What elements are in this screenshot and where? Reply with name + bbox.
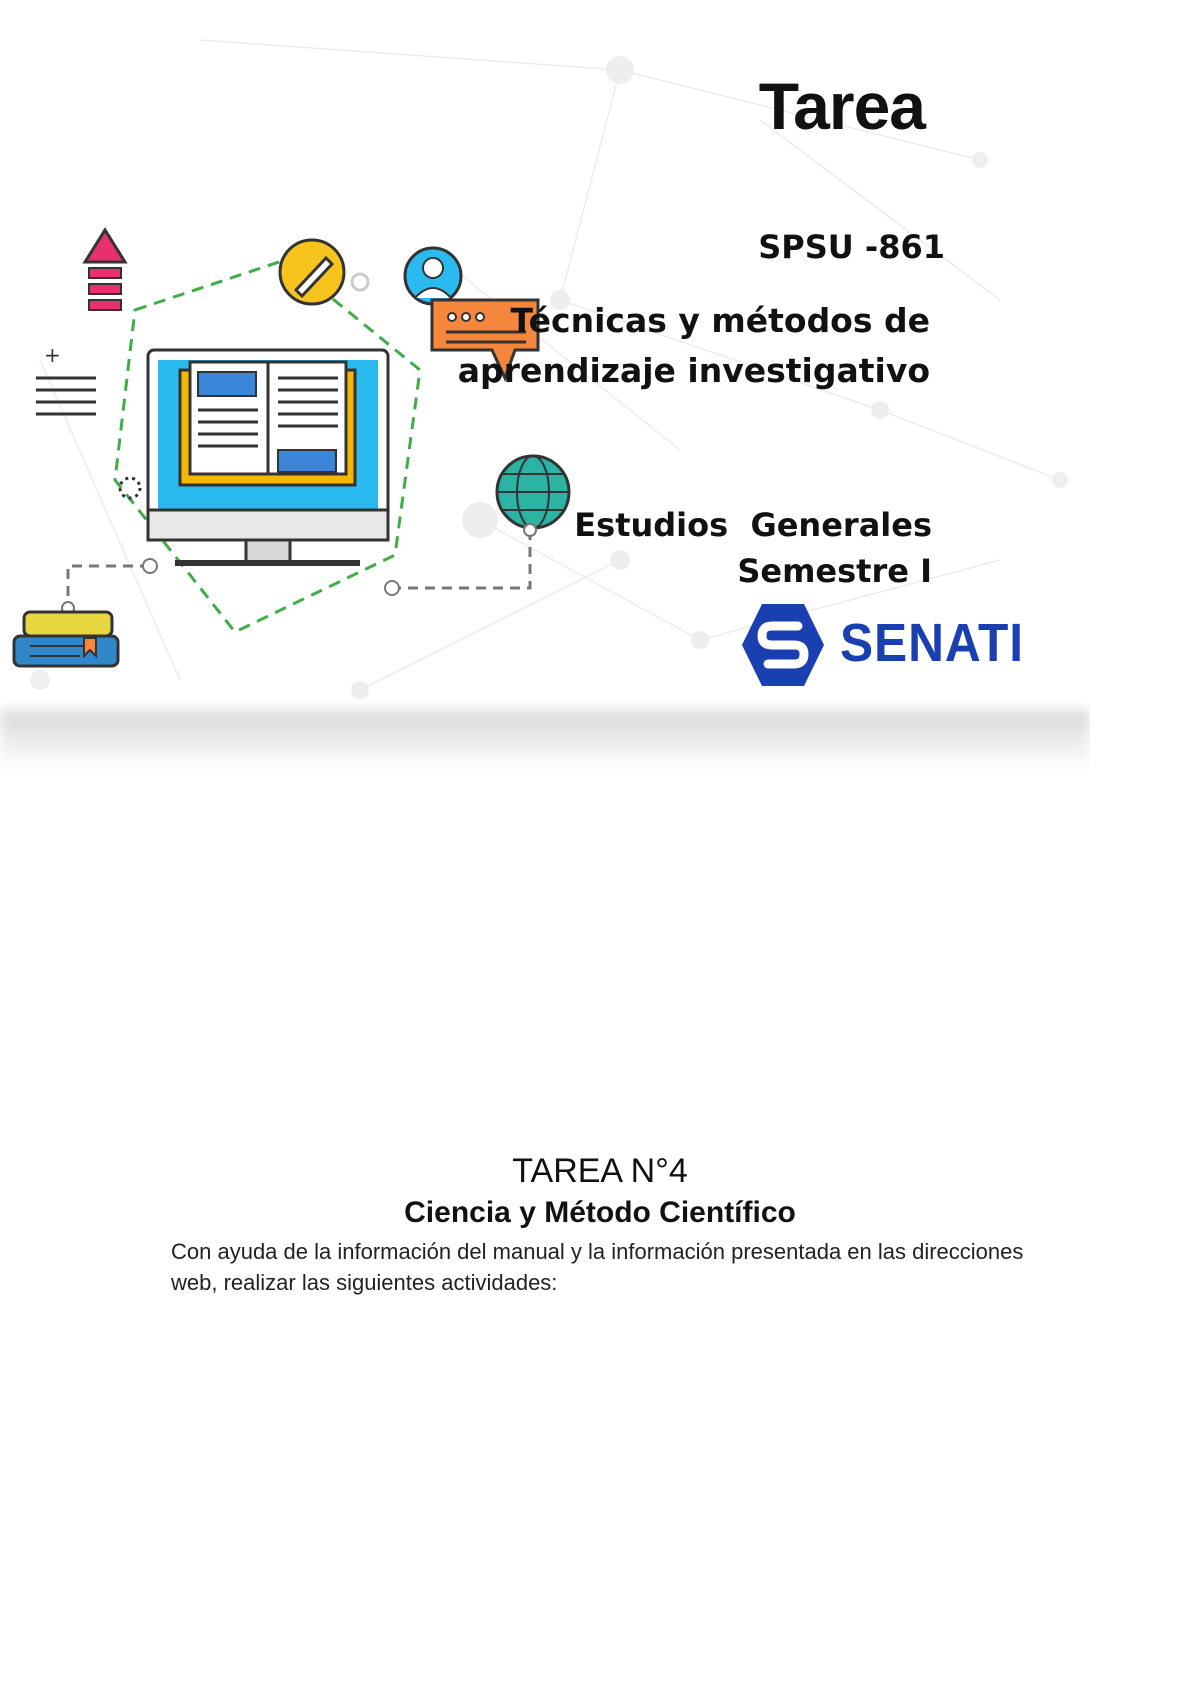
senati-logo xyxy=(740,600,1030,692)
instructions-paragraph: Con ayuda de la información del manual y la información presentada en las direcciones web, realizar las siguientes actividades: xyxy=(171,1239,1024,1295)
cover-shadow xyxy=(0,710,1090,770)
program-block xyxy=(574,502,932,594)
task-subtitle: Ciencia y Método Científico xyxy=(404,1196,796,1229)
svg-text:+: + xyxy=(44,343,61,367)
program-name: Estudios Generales xyxy=(574,506,932,544)
task-heading: TAREA N°4 xyxy=(512,1152,688,1190)
course-code: SPSU -861 xyxy=(758,228,945,266)
cover-title: Tarea xyxy=(758,69,925,143)
semester: Semestre I xyxy=(737,552,932,590)
education-illustration xyxy=(0,200,600,700)
senati-logo-icon xyxy=(740,600,826,690)
senati-logo-text: SENATI xyxy=(840,613,1025,673)
cover-banner xyxy=(0,0,1090,770)
course-name: Técnicas y métodos de aprendizaje investigativo xyxy=(457,301,930,390)
